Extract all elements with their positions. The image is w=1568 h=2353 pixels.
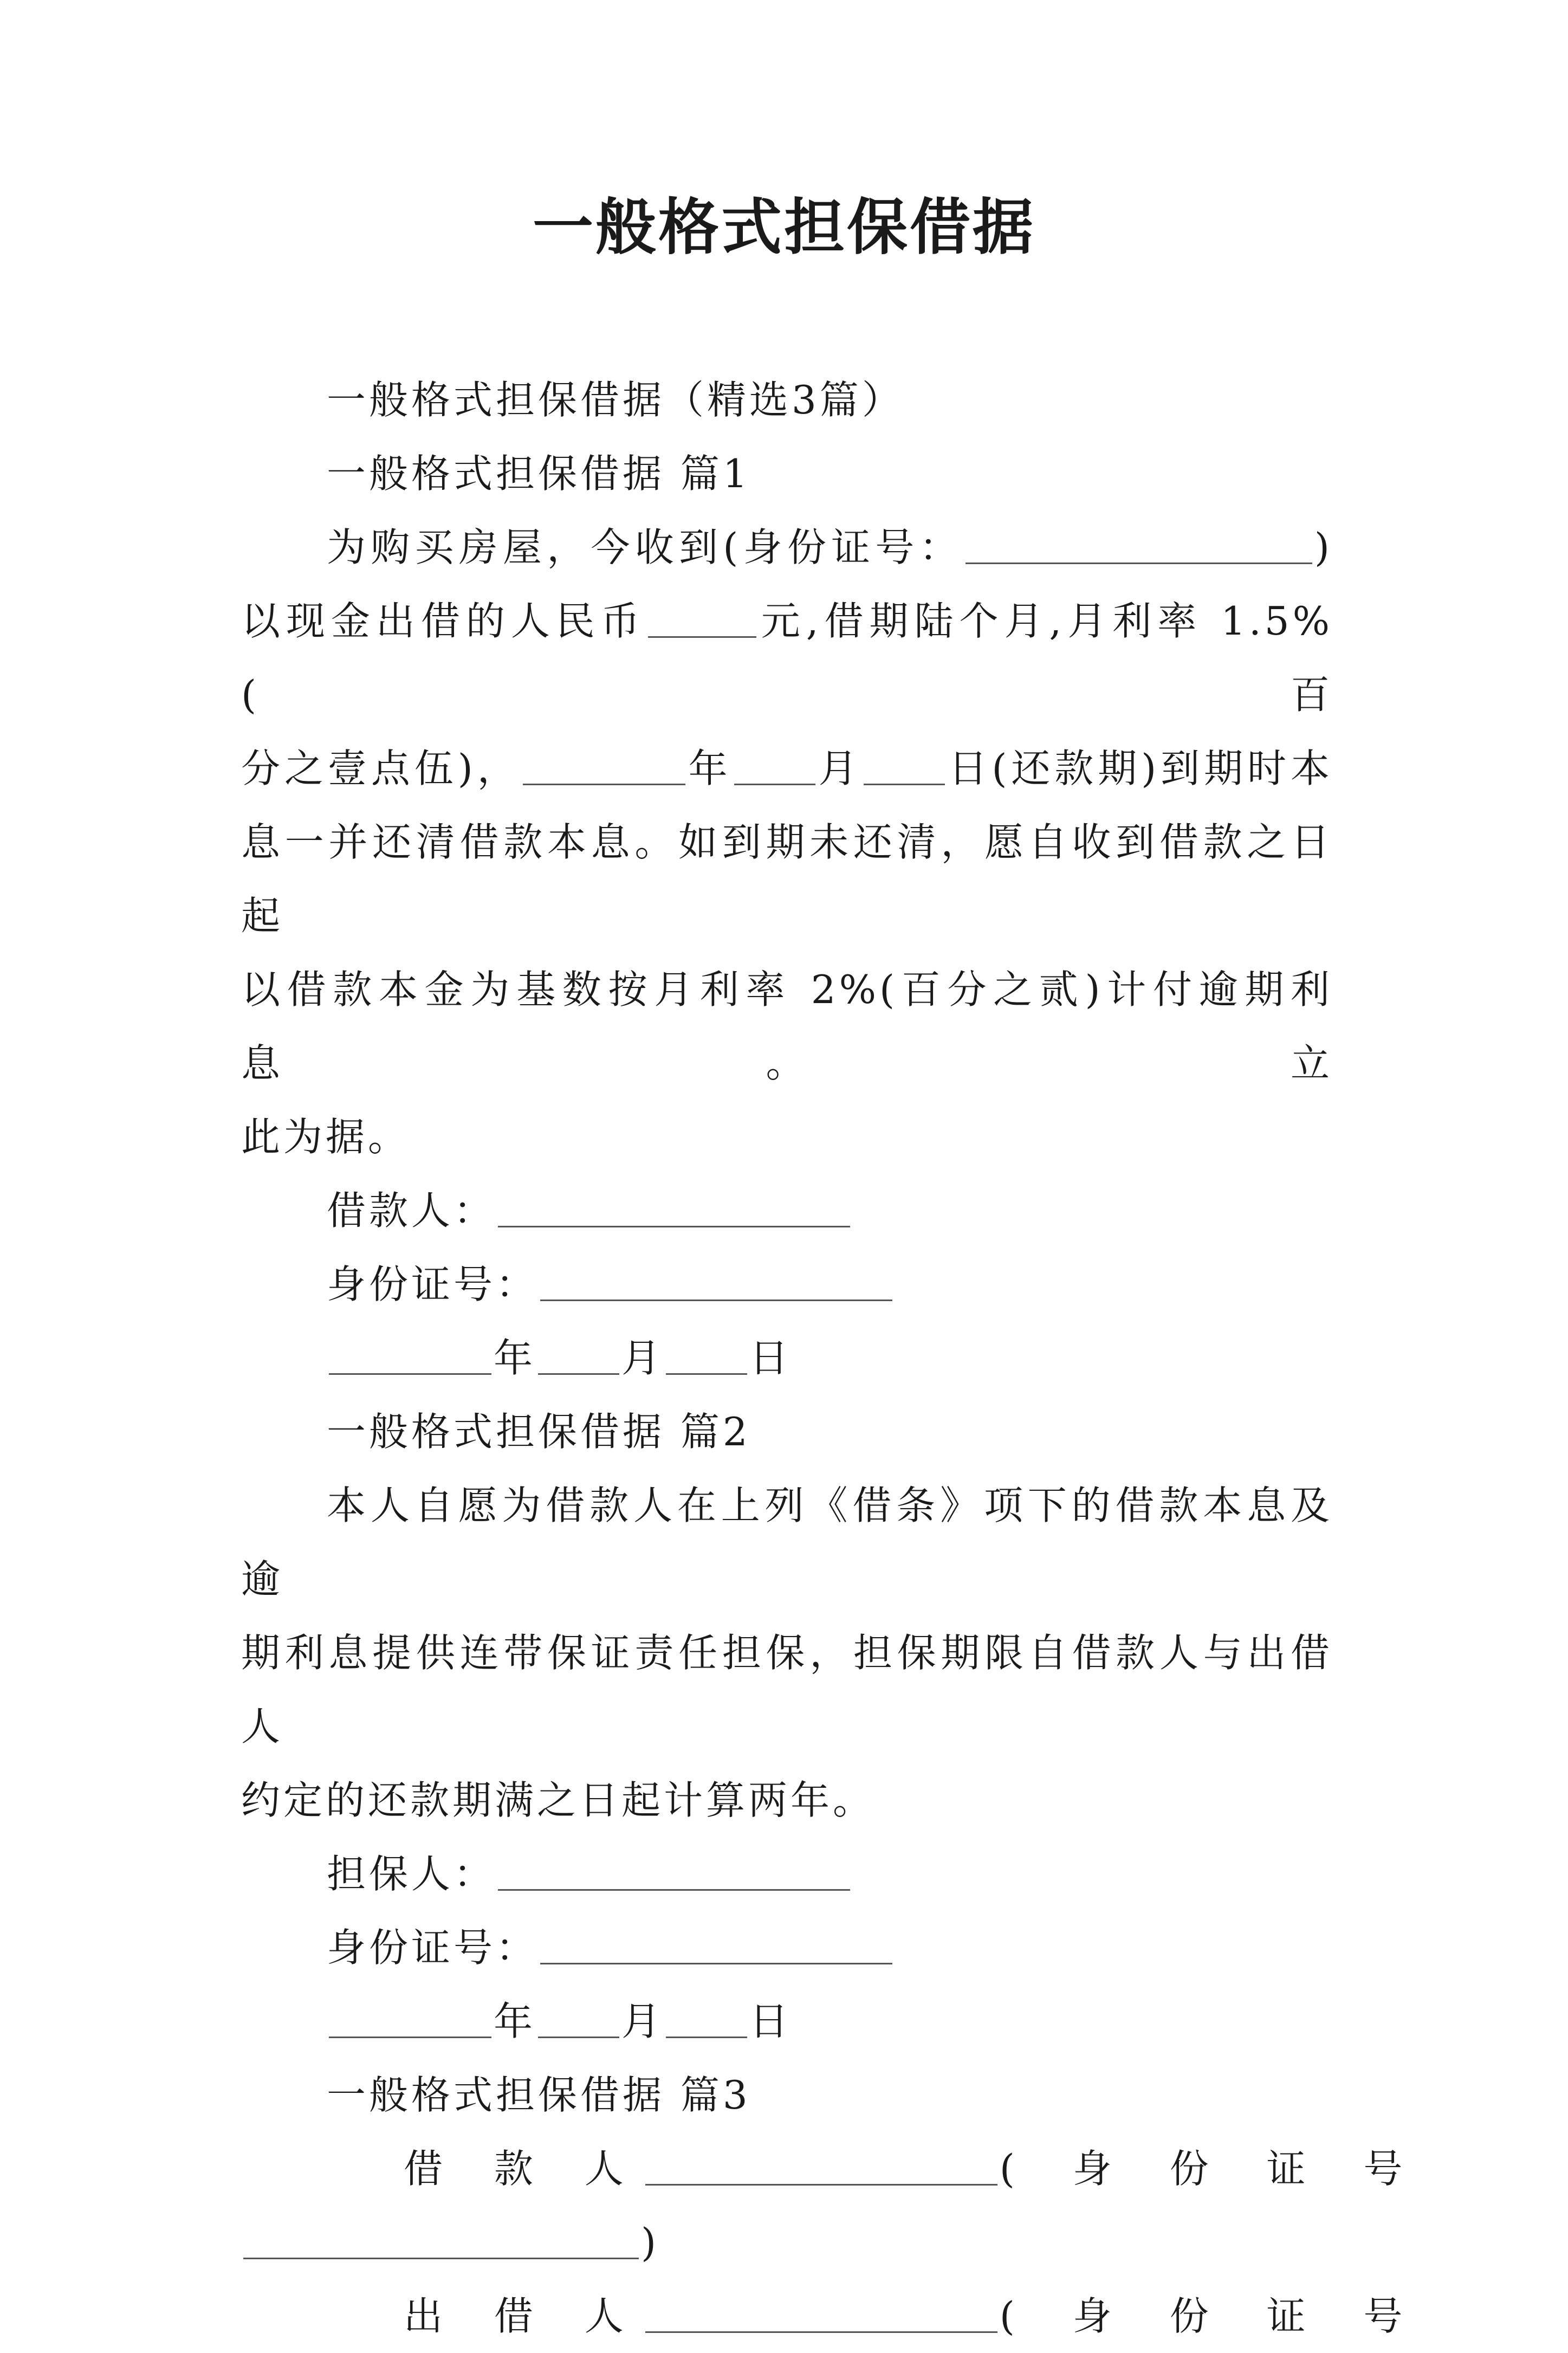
section1-line3: [241, 732, 1333, 805]
guarantor-blank[interactable]: [498, 1851, 850, 1891]
section2-day-blank[interactable]: [666, 1999, 747, 2038]
section3-borrower-id-line: [241, 2206, 1333, 2279]
id-number-blank[interactable]: [966, 525, 1312, 564]
section1-line1: [241, 510, 1333, 584]
section3-borrower-blank[interactable]: [645, 2146, 997, 2186]
section3-borrower-id-close: ): [641, 2220, 660, 2265]
section2-heading: 一般格式担保借据 篇2: [327, 1409, 751, 1455]
section3-lender-row: [241, 2279, 1426, 2353]
section1-line3-year: 年: [687, 746, 732, 791]
section2-line3: 约定的还款期满之日起计算两年。: [241, 1777, 876, 1823]
document-title: 一般格式担保借据: [533, 192, 1035, 263]
borrower-id-line: [241, 1247, 1333, 1321]
guarantor-id-label: 身份证号：: [327, 1925, 539, 1970]
section2-month-blank[interactable]: [538, 1999, 619, 2038]
section1-line3-month: 月: [817, 746, 862, 791]
guarantor-line: [241, 1837, 1333, 1911]
section2-date-line: [241, 1984, 1333, 2058]
section2-year-label: 年: [494, 1999, 536, 2044]
section3-borrower-id-blank[interactable]: [243, 2220, 639, 2259]
section1-line5: 以借款本金为基数按月利率 2%(百分之贰)计付逾期利息。立: [241, 967, 1333, 1086]
repay-day-blank[interactable]: [864, 746, 945, 785]
borrower-line: [241, 1174, 1333, 1247]
section1-year-label: 年: [494, 1335, 536, 1381]
section3-borrower-id-label: ( 身 份 证 号: [999, 2146, 1426, 2192]
section1-line2: [241, 584, 1333, 732]
section3-borrower-label: 借 款 人: [404, 2146, 643, 2192]
section3-lender-blank-wrap: [643, 2279, 1000, 2353]
section3-lender-blank[interactable]: [645, 2293, 997, 2333]
amount-blank[interactable]: [648, 598, 756, 638]
section1-line3-text: 分之壹点伍)，: [241, 746, 521, 791]
borrower-blank[interactable]: [498, 1188, 850, 1227]
section2-year-blank[interactable]: [329, 1999, 491, 2038]
section1-line4: 息一并还清借款本息。如到期未还清，愿自收到借款之日起: [241, 819, 1333, 939]
section3-borrower-blank-wrap: [643, 2132, 1000, 2206]
section2-line2: 期利息提供连带保证责任担保，担保期限自借款人与出借人: [241, 1630, 1333, 1749]
section1-month-blank[interactable]: [538, 1335, 619, 1375]
document-body: [241, 363, 1426, 2353]
section1-line3-day: 日(还款期)到期时本: [947, 746, 1333, 791]
section1-month-label: 月: [621, 1335, 664, 1381]
guarantor-label: 担保人：: [327, 1851, 496, 1897]
section3-borrower-row: [241, 2132, 1426, 2206]
borrower-id-blank[interactable]: [540, 1262, 892, 1301]
section3-heading: 一般格式担保借据 篇3: [327, 2072, 751, 2118]
repay-month-blank[interactable]: [734, 746, 815, 785]
section2-month-label: 月: [621, 1999, 664, 2044]
section1-line1-close: ): [1314, 525, 1333, 570]
section3-lender-label: 出 借 人: [404, 2293, 643, 2339]
guarantor-id-blank[interactable]: [540, 1925, 892, 1964]
section1-day-blank[interactable]: [666, 1335, 747, 1375]
section1-heading: 一般格式担保借据 篇1: [327, 451, 751, 496]
guarantor-id-line: [241, 1911, 1333, 1984]
section1-line1-text: 为购买房屋，今收到(身份证号：: [327, 525, 963, 570]
section2-line1: 本人自愿为借款人在上列《借条》项下的借款本息及逾: [241, 1483, 1333, 1602]
section1-line2-text-a: 以现金出借的人民币: [241, 598, 646, 644]
intro-line: 一般格式担保借据（精选3篇）: [327, 377, 904, 423]
section1-line6: 此为据。: [241, 1114, 411, 1160]
section1-line2-text-b: 元,借期陆个月,月利率 1.5%(百: [241, 598, 1333, 717]
repay-year-blank[interactable]: [523, 746, 685, 785]
borrower-id-label: 身份证号：: [327, 1262, 539, 1307]
section1-day-label: 日: [749, 1335, 792, 1381]
section1-year-blank[interactable]: [329, 1335, 491, 1375]
section3-lender-id-label: ( 身 份 证 号: [999, 2293, 1426, 2339]
section1-date-line: [241, 1321, 1333, 1395]
section2-day-label: 日: [749, 1999, 792, 2044]
borrower-label: 借款人：: [327, 1188, 496, 1233]
